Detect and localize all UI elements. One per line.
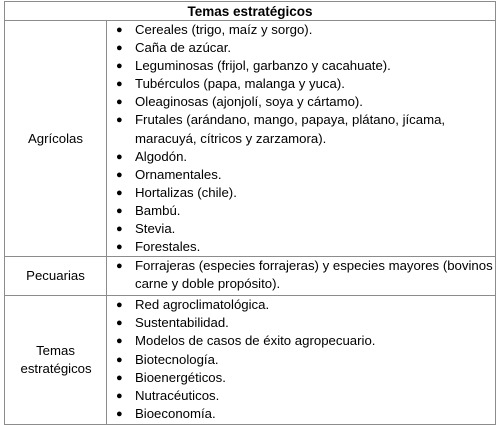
category-cell: Agrícolas bbox=[5, 21, 107, 257]
list-item bbox=[107, 238, 495, 256]
list-item bbox=[107, 75, 495, 93]
bullet-icon: ● bbox=[116, 223, 123, 236]
list-item-text: Biotecnología. bbox=[135, 351, 219, 367]
list-item-text: Bambú. bbox=[135, 202, 181, 218]
list-item-text: Leguminosas (frijol, garbanzo y cacahuate). bbox=[135, 58, 391, 74]
category-cell: Pecuarias bbox=[5, 257, 107, 296]
list-item bbox=[107, 93, 495, 111]
category-label: Temas estratégicos bbox=[20, 343, 92, 377]
list-item-text: Nutracéuticos. bbox=[135, 387, 220, 403]
bullet-icon: ● bbox=[116, 241, 123, 254]
list-item-text: Oleaginosas (ajonjolí, soya y cártamo). bbox=[135, 94, 363, 110]
category-cell bbox=[5, 296, 107, 425]
list-item-text: Forrajeras (especies forrajeras) y especies mayores (bovinos carne y doble propósito). bbox=[135, 258, 493, 292]
bullet-icon: ● bbox=[116, 168, 123, 181]
list-item-text: Caña de azúcar. bbox=[135, 40, 232, 56]
table-title: Temas estratégicos bbox=[5, 2, 496, 21]
bullet-icon: ● bbox=[116, 204, 123, 217]
bullet-icon: ● bbox=[116, 371, 123, 384]
list-item bbox=[107, 166, 495, 184]
bullet-icon: ● bbox=[116, 150, 123, 163]
list-item-text: Tubérculos (papa, malanga y yuca). bbox=[135, 76, 345, 92]
bullet-icon: ● bbox=[116, 186, 123, 199]
bullet-icon: ● bbox=[116, 24, 123, 36]
strategic-topics-table bbox=[4, 1, 496, 425]
bullet-icon: ● bbox=[116, 335, 123, 348]
list-item-text: Forestales. bbox=[135, 239, 201, 255]
list-item-text: Frutales (arándano, mango, papaya, plátano, jícama, maracuyá, cítricos y zarzamora). bbox=[135, 112, 446, 146]
list-item bbox=[107, 21, 495, 39]
list-item bbox=[107, 257, 495, 293]
list-item bbox=[107, 387, 495, 405]
list-item bbox=[107, 39, 495, 57]
list-item bbox=[107, 111, 495, 147]
bullet-icon: ● bbox=[116, 96, 123, 109]
list-item bbox=[107, 220, 495, 238]
list-item bbox=[107, 184, 495, 202]
list-item-text: Stevia. bbox=[135, 221, 176, 237]
bullet-icon: ● bbox=[116, 407, 123, 420]
list-item bbox=[107, 148, 495, 166]
list-item-text: Bioeconomía. bbox=[135, 405, 216, 421]
bullet-list bbox=[107, 296, 495, 423]
list-item bbox=[107, 332, 495, 350]
table-header-row bbox=[5, 2, 496, 21]
list-item-text: Bioenergéticos. bbox=[135, 369, 226, 385]
bullet-icon: ● bbox=[116, 389, 123, 402]
items-cell bbox=[107, 296, 496, 425]
bullet-icon: ● bbox=[116, 60, 123, 73]
table-row bbox=[5, 257, 496, 296]
bullet-icon: ● bbox=[116, 260, 123, 273]
list-item bbox=[107, 351, 495, 369]
list-item-text: Sustentabilidad. bbox=[135, 315, 229, 331]
list-item bbox=[107, 57, 495, 75]
table-row bbox=[5, 296, 496, 425]
items-cell bbox=[107, 257, 496, 296]
list-item-text: Cereales (trigo, maíz y sorgo). bbox=[135, 22, 313, 37]
list-item bbox=[107, 369, 495, 387]
list-item bbox=[107, 202, 495, 220]
bullet-list bbox=[107, 21, 495, 256]
list-item bbox=[107, 296, 495, 314]
list-item-text: Ornamentales. bbox=[135, 166, 222, 182]
list-item bbox=[107, 314, 495, 332]
list-item-text: Modelos de casos de éxito agropecuario. bbox=[135, 333, 376, 349]
list-item bbox=[107, 405, 495, 423]
bullet-icon: ● bbox=[116, 114, 123, 127]
bullet-icon: ● bbox=[116, 42, 123, 55]
list-item-text: Red agroclimatológica. bbox=[135, 297, 270, 313]
bullet-icon: ● bbox=[116, 299, 123, 312]
bullet-icon: ● bbox=[116, 317, 123, 330]
bullet-icon: ● bbox=[116, 353, 123, 366]
items-cell bbox=[107, 21, 496, 257]
list-item-text: Algodón. bbox=[135, 148, 188, 164]
bullet-icon: ● bbox=[116, 78, 123, 91]
table-row bbox=[5, 21, 496, 257]
list-item-text: Hortalizas (chile). bbox=[135, 184, 237, 200]
bullet-list bbox=[107, 257, 495, 293]
